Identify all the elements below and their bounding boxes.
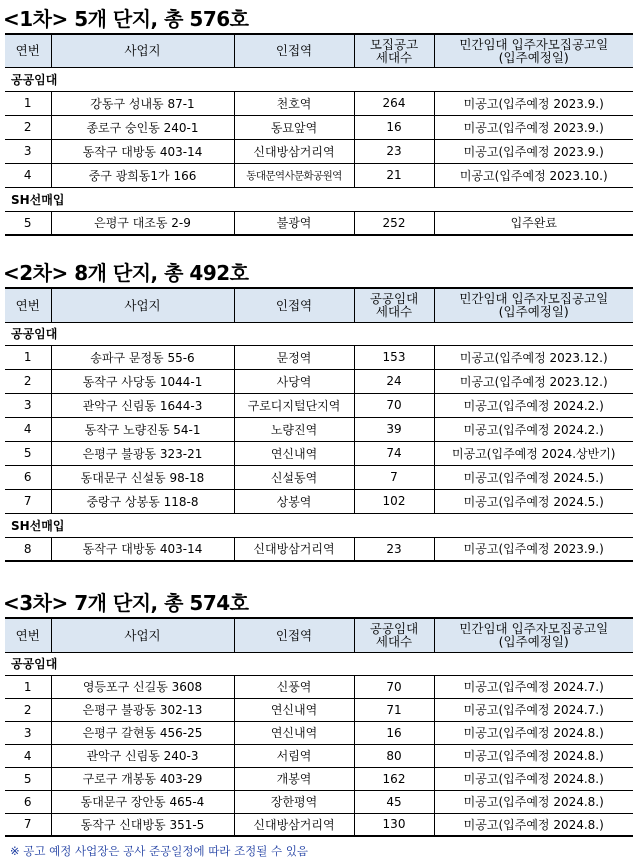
cell-announce: 미공고(입주예정 2024.2.) — [434, 417, 633, 441]
cell-announce: 미공고(입주예정 2023.10.) — [434, 163, 633, 187]
cell-station: 동묘앞역 — [234, 115, 354, 139]
group-label: SH선매입 — [5, 187, 633, 211]
cell-site: 종로구 숭인동 240-1 — [51, 115, 234, 139]
cell-station: 신대방삼거리역 — [234, 139, 354, 163]
cell-site: 관악구 신림동 1644-3 — [51, 393, 234, 417]
cell-site: 동작구 대방동 403-14 — [51, 139, 234, 163]
table-phase-3 — [5, 617, 633, 837]
cell-units: 16 — [354, 721, 434, 744]
table-row — [5, 537, 633, 561]
group-label: 공공임대 — [5, 652, 633, 675]
section-1-title: <1차> 5개 단지, 총 576호 — [3, 7, 249, 31]
cell-announce: 미공고(입주예정 2023.12.) — [434, 345, 633, 369]
cell-station: 신대방삼거리역 — [234, 537, 354, 561]
cell-units: 74 — [354, 441, 434, 465]
cell-site: 구로구 개봉동 403-29 — [51, 767, 234, 790]
cell-no: 8 — [5, 537, 51, 561]
col-header-station: 인접역 — [234, 34, 354, 67]
cell-station: 연신내역 — [234, 721, 354, 744]
cell-units: 130 — [354, 813, 434, 836]
col-header-no: 연번 — [5, 34, 51, 67]
cell-units: 24 — [354, 369, 434, 393]
table-row — [5, 767, 633, 790]
table-row — [5, 115, 633, 139]
cell-announce: 미공고(입주예정 2023.9.) — [434, 139, 633, 163]
cell-units: 23 — [354, 537, 434, 561]
col-header-site: 사업지 — [51, 618, 234, 652]
col-header-station: 인접역 — [234, 618, 354, 652]
col-header-no: 연번 — [5, 618, 51, 652]
cell-station: 문정역 — [234, 345, 354, 369]
table-row — [5, 211, 633, 235]
cell-announce: 미공고(입주예정 2024.8.) — [434, 721, 633, 744]
col-header-announce: 민간임대 입주자모집공고일 (입주예정일) — [434, 34, 633, 67]
cell-no: 1 — [5, 675, 51, 698]
table-row — [5, 139, 633, 163]
col-header-units: 공공임대 세대수 — [354, 618, 434, 652]
col-header-units: 공공임대 세대수 — [354, 288, 434, 322]
cell-no: 5 — [5, 211, 51, 235]
cell-announce: 미공고(입주예정 2024.5.) — [434, 465, 633, 489]
footnote: ※ 공고 예정 사업장은 공사 준공일정에 따라 조정될 수 있음 — [10, 844, 309, 858]
cell-units: 153 — [354, 345, 434, 369]
table-row — [5, 91, 633, 115]
group-label: 공공임대 — [5, 322, 633, 345]
cell-no: 1 — [5, 91, 51, 115]
cell-announce: 미공고(입주예정 2024.5.) — [434, 489, 633, 513]
col-header-announce: 민간임대 입주자모집공고일 (입주예정일) — [434, 288, 633, 322]
cell-site: 동작구 노량진동 54-1 — [51, 417, 234, 441]
cell-units: 102 — [354, 489, 434, 513]
cell-units: 23 — [354, 139, 434, 163]
cell-station: 불광역 — [234, 211, 354, 235]
cell-site: 강동구 성내동 87-1 — [51, 91, 234, 115]
cell-site: 관악구 신림동 240-3 — [51, 744, 234, 767]
cell-station: 신대방삼거리역 — [234, 813, 354, 836]
cell-station: 신풍역 — [234, 675, 354, 698]
table-row — [5, 675, 633, 698]
cell-units: 45 — [354, 790, 434, 813]
cell-site: 동대문구 신설동 98-18 — [51, 465, 234, 489]
cell-no: 1 — [5, 345, 51, 369]
cell-units: 16 — [354, 115, 434, 139]
table-row — [5, 744, 633, 767]
group-label: SH선매입 — [5, 513, 633, 537]
cell-site: 동작구 사당동 1044-1 — [51, 369, 234, 393]
col-header-no: 연번 — [5, 288, 51, 322]
cell-station: 구로디지털단지역 — [234, 393, 354, 417]
cell-units: 70 — [354, 393, 434, 417]
cell-units: 71 — [354, 698, 434, 721]
table-row — [5, 369, 633, 393]
col-header-station: 인접역 — [234, 288, 354, 322]
cell-units: 264 — [354, 91, 434, 115]
cell-no: 2 — [5, 369, 51, 393]
col-header-site: 사업지 — [51, 34, 234, 67]
cell-no: 2 — [5, 698, 51, 721]
cell-announce: 미공고(입주예정 2024.8.) — [434, 813, 633, 836]
cell-announce: 미공고(입주예정 2023.12.) — [434, 369, 633, 393]
cell-announce: 미공고(입주예정 2024.7.) — [434, 698, 633, 721]
cell-site: 동작구 대방동 403-14 — [51, 537, 234, 561]
col-header-units: 모집공고 세대수 — [354, 34, 434, 67]
table-row — [5, 393, 633, 417]
cell-units: 162 — [354, 767, 434, 790]
table-row — [5, 417, 633, 441]
table-phase-1 — [5, 33, 633, 236]
cell-station: 노량진역 — [234, 417, 354, 441]
cell-station: 연신내역 — [234, 698, 354, 721]
col-header-announce: 민간임대 입주자모집공고일 (입주예정일) — [434, 618, 633, 652]
cell-site: 은평구 갈현동 456-25 — [51, 721, 234, 744]
cell-no: 4 — [5, 744, 51, 767]
cell-announce: 미공고(입주예정 2023.9.) — [434, 537, 633, 561]
table-row — [5, 813, 633, 836]
cell-site: 은평구 불광동 302-13 — [51, 698, 234, 721]
cell-announce: 미공고(입주예정 2024.8.) — [434, 790, 633, 813]
table-phase-2 — [5, 287, 633, 562]
cell-site: 은평구 대조동 2-9 — [51, 211, 234, 235]
cell-announce: 미공고(입주예정 2023.9.) — [434, 115, 633, 139]
cell-announce: 미공고(입주예정 2023.9.) — [434, 91, 633, 115]
cell-no: 7 — [5, 489, 51, 513]
cell-no: 6 — [5, 465, 51, 489]
cell-site: 중구 광희동1가 166 — [51, 163, 234, 187]
cell-announce: 미공고(입주예정 2024.8.) — [434, 767, 633, 790]
cell-units: 21 — [354, 163, 434, 187]
table-row — [5, 163, 633, 187]
table-row — [5, 698, 633, 721]
table-row — [5, 345, 633, 369]
cell-station: 연신내역 — [234, 441, 354, 465]
cell-no: 3 — [5, 139, 51, 163]
cell-no: 5 — [5, 441, 51, 465]
cell-no: 7 — [5, 813, 51, 836]
cell-site: 송파구 문정동 55-6 — [51, 345, 234, 369]
cell-site: 동작구 신대방동 351-5 — [51, 813, 234, 836]
section-2-title: <2차> 8개 단지, 총 492호 — [3, 261, 249, 285]
cell-site: 은평구 불광동 323-21 — [51, 441, 234, 465]
cell-site: 동대문구 장안동 465-4 — [51, 790, 234, 813]
cell-station: 천호역 — [234, 91, 354, 115]
cell-units: 70 — [354, 675, 434, 698]
cell-units: 252 — [354, 211, 434, 235]
cell-no: 4 — [5, 163, 51, 187]
table-row — [5, 489, 633, 513]
cell-units: 7 — [354, 465, 434, 489]
cell-station: 동대문역사문화공원역 — [234, 163, 354, 187]
cell-no: 5 — [5, 767, 51, 790]
cell-site: 영등포구 신길동 3608 — [51, 675, 234, 698]
cell-announce: 미공고(입주예정 2024.상반기) — [434, 441, 633, 465]
cell-station: 서림역 — [234, 744, 354, 767]
cell-announce: 입주완료 — [434, 211, 633, 235]
cell-station: 개봉역 — [234, 767, 354, 790]
cell-units: 80 — [354, 744, 434, 767]
cell-no: 4 — [5, 417, 51, 441]
cell-units: 39 — [354, 417, 434, 441]
section-3-title: <3차> 7개 단지, 총 574호 — [3, 591, 249, 615]
cell-site: 중랑구 상봉동 118-8 — [51, 489, 234, 513]
table-row — [5, 465, 633, 489]
cell-no: 6 — [5, 790, 51, 813]
table-row — [5, 441, 633, 465]
cell-no: 3 — [5, 721, 51, 744]
cell-station: 장한평역 — [234, 790, 354, 813]
cell-announce: 미공고(입주예정 2024.8.) — [434, 744, 633, 767]
cell-station: 사당역 — [234, 369, 354, 393]
cell-station: 신설동역 — [234, 465, 354, 489]
table-row — [5, 721, 633, 744]
col-header-site: 사업지 — [51, 288, 234, 322]
table-row — [5, 790, 633, 813]
cell-station: 상봉역 — [234, 489, 354, 513]
cell-announce: 미공고(입주예정 2024.2.) — [434, 393, 633, 417]
cell-announce: 미공고(입주예정 2024.7.) — [434, 675, 633, 698]
cell-no: 3 — [5, 393, 51, 417]
group-label: 공공임대 — [5, 67, 633, 91]
cell-no: 2 — [5, 115, 51, 139]
